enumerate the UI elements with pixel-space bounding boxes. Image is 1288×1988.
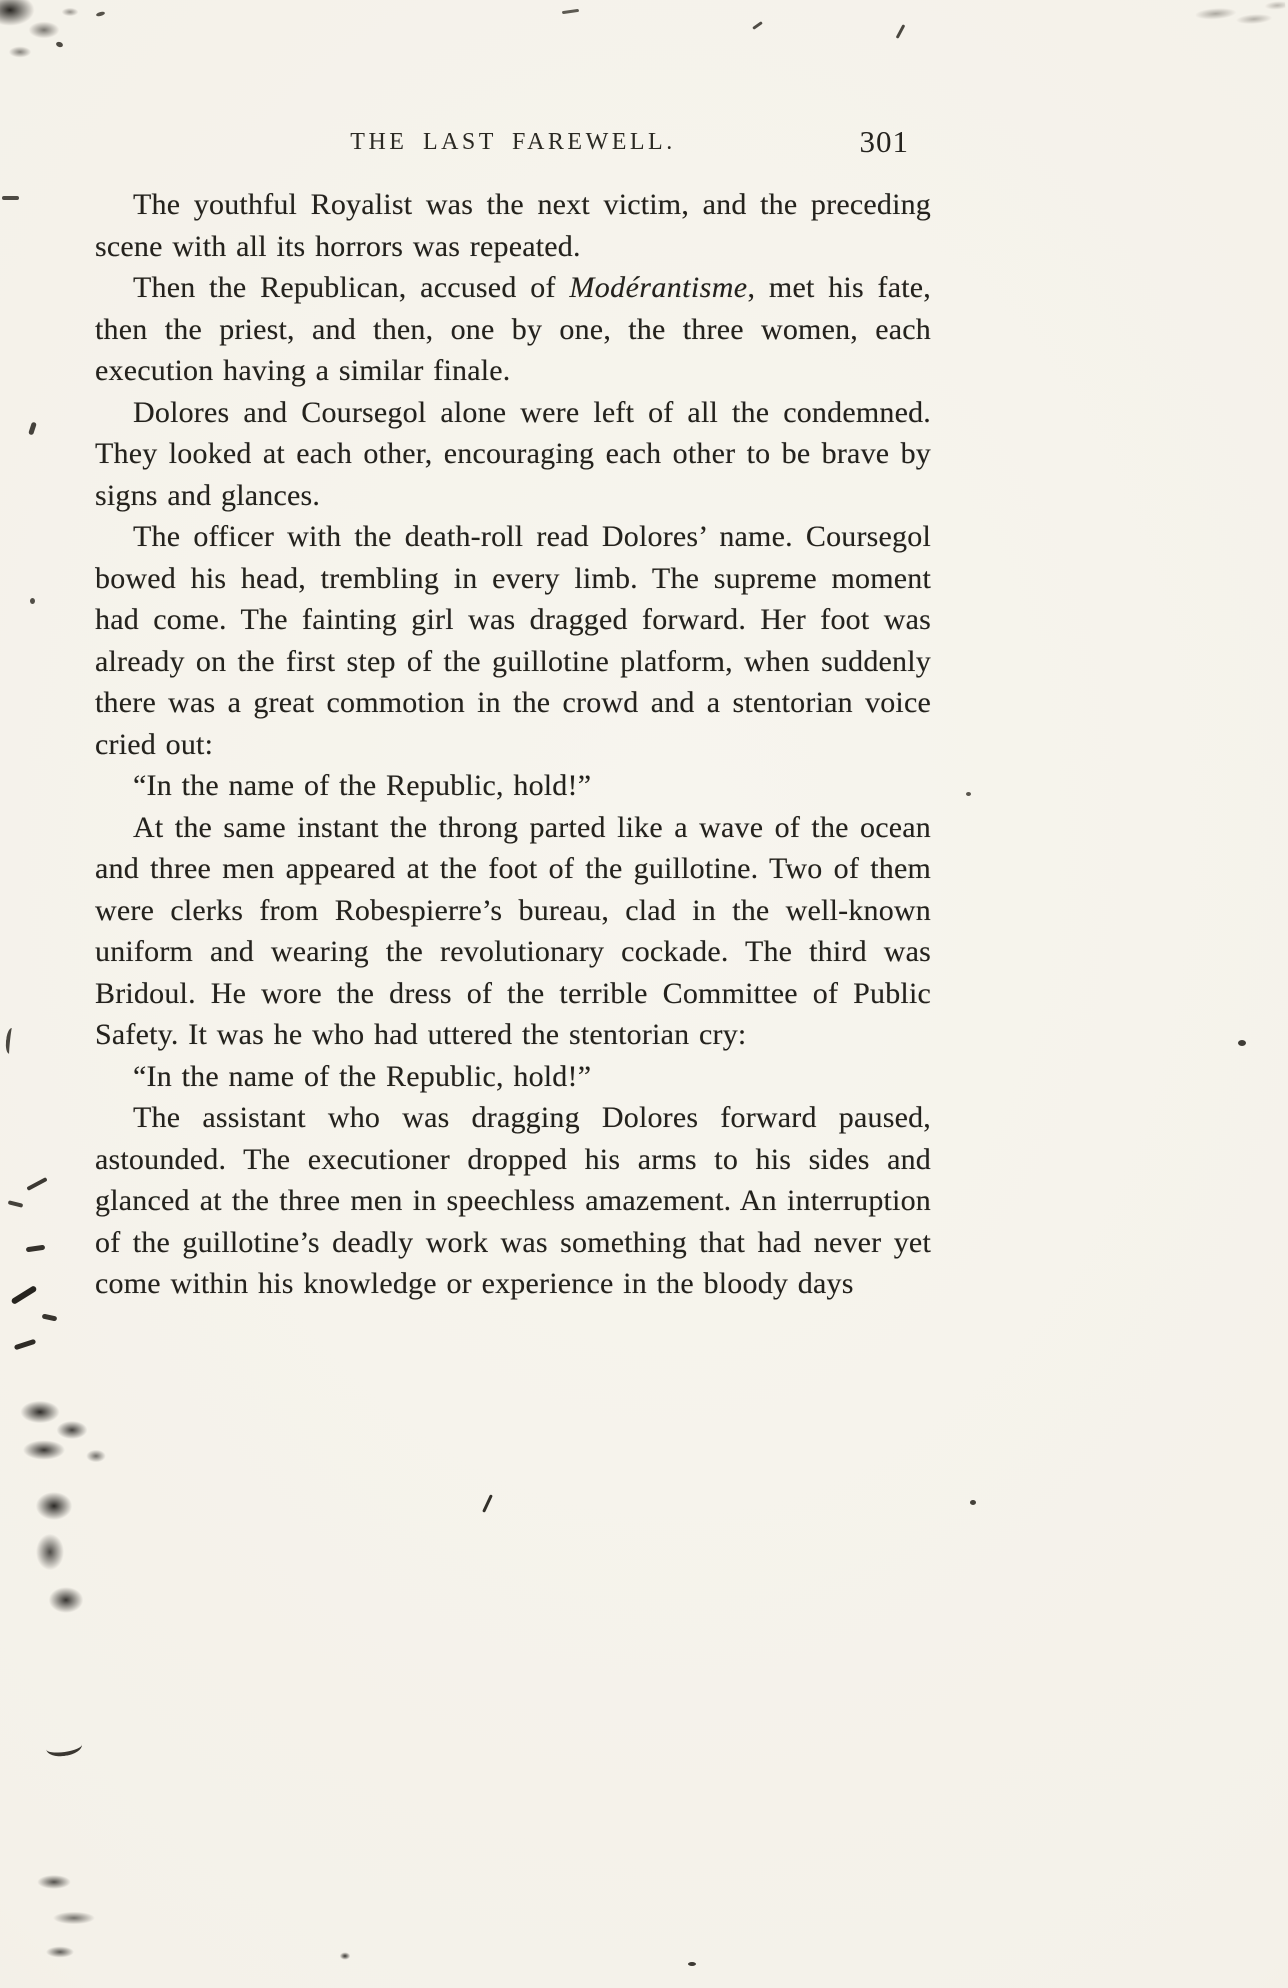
paragraph-text: Then the Republican, accused of [133,271,570,304]
scan-mark [970,1500,976,1505]
scan-mark [30,598,35,604]
scan-mark [96,11,106,17]
scan-mark [26,1177,47,1191]
scan-mark [752,21,763,30]
scan-mark [8,1200,24,1208]
paragraph-dialogue [95,1056,931,1098]
scan-mark [5,1027,19,1054]
paragraph [95,807,931,1056]
page-header [95,112,931,158]
scan-mark [562,9,579,14]
scan-mark [55,41,63,48]
scan-mark [28,422,37,436]
paragraph-text: , met his fate, then the priest, and then, one by one, the three women, each execution having a similar finale. [95,271,932,387]
scan-mark [26,1245,46,1253]
scan-mark [45,1736,83,1759]
scan-mark [482,1494,493,1512]
scan-smudge-bottom-left [10,1392,120,1477]
scan-mark [1238,1040,1246,1046]
paragraph [95,392,931,517]
scan-smudge-bottom-left [20,1482,105,1632]
scan-mark [966,792,971,796]
scan-smudge-top-right [1195,0,1287,39]
italic-term: Modérantisme [569,271,748,304]
paragraph [95,267,931,392]
page-content [95,112,931,1305]
paragraph [95,184,931,267]
scan-smudge-bottom-corner [24,1862,134,1982]
scan-mark [688,1962,696,1966]
scan-mark [338,1950,353,1962]
running-title: THE LAST FAREWELL. [350,129,676,155]
paragraph [95,516,931,765]
scan-smudge-top-left [0,0,140,100]
scan-mark [896,24,906,39]
paragraph-text: At the same instant the throng parted like a wave of the ocean and three men appeared at the foot of the guillotine. Two of them were clerks from Robespierre’s bureau, clad in the well-known uniform and wearing the revolutionary cockade. The third was Bridoul. He wore the dress of the terrible Committee of Public Safety. It was he who had uttered the stentorian cry: [95,810,931,1051]
page-body [95,184,931,1305]
paragraph-text: “In the name of the Republic, hold!” [133,1059,592,1093]
paragraph [95,1097,931,1305]
paragraph-text: The youthful Royalist was the next victim, and the preceding scene with all its horrors was repeated. [95,188,931,263]
paragraph-text: Dolores and Coursegol alone were left of all the condemned. They looked at each other, encouraging each other to be brave by signs and glances. [95,395,931,512]
scan-mark [14,1339,36,1351]
scan-mark [2,196,19,200]
page-number: 301 [859,124,909,159]
paragraph-text: The assistant who was dragging Dolores forward paused, astounded. The executioner dropped his arms to his sides and glanced at the three men in speechless amazement. An interruption of the guillotine’s deadly work was something that had never yet come within his knowledge or experience in the bloody days [95,1101,931,1300]
paragraph-text: The officer with the death-roll read Dolores’ name. Coursegol bowed his head, trembling in every limb. The supreme moment had come. The fainting girl was dragged forward. Her foot was already on the first step of the guillotine platform, when suddenly there was a great commotion in the crowd and a stentorian voice cried out: [95,520,931,761]
paragraph-text: “In the name of the Republic, hold!” [133,769,592,802]
paragraph-dialogue [95,765,931,807]
scan-mark [11,1285,38,1305]
scan-mark [42,1313,58,1321]
